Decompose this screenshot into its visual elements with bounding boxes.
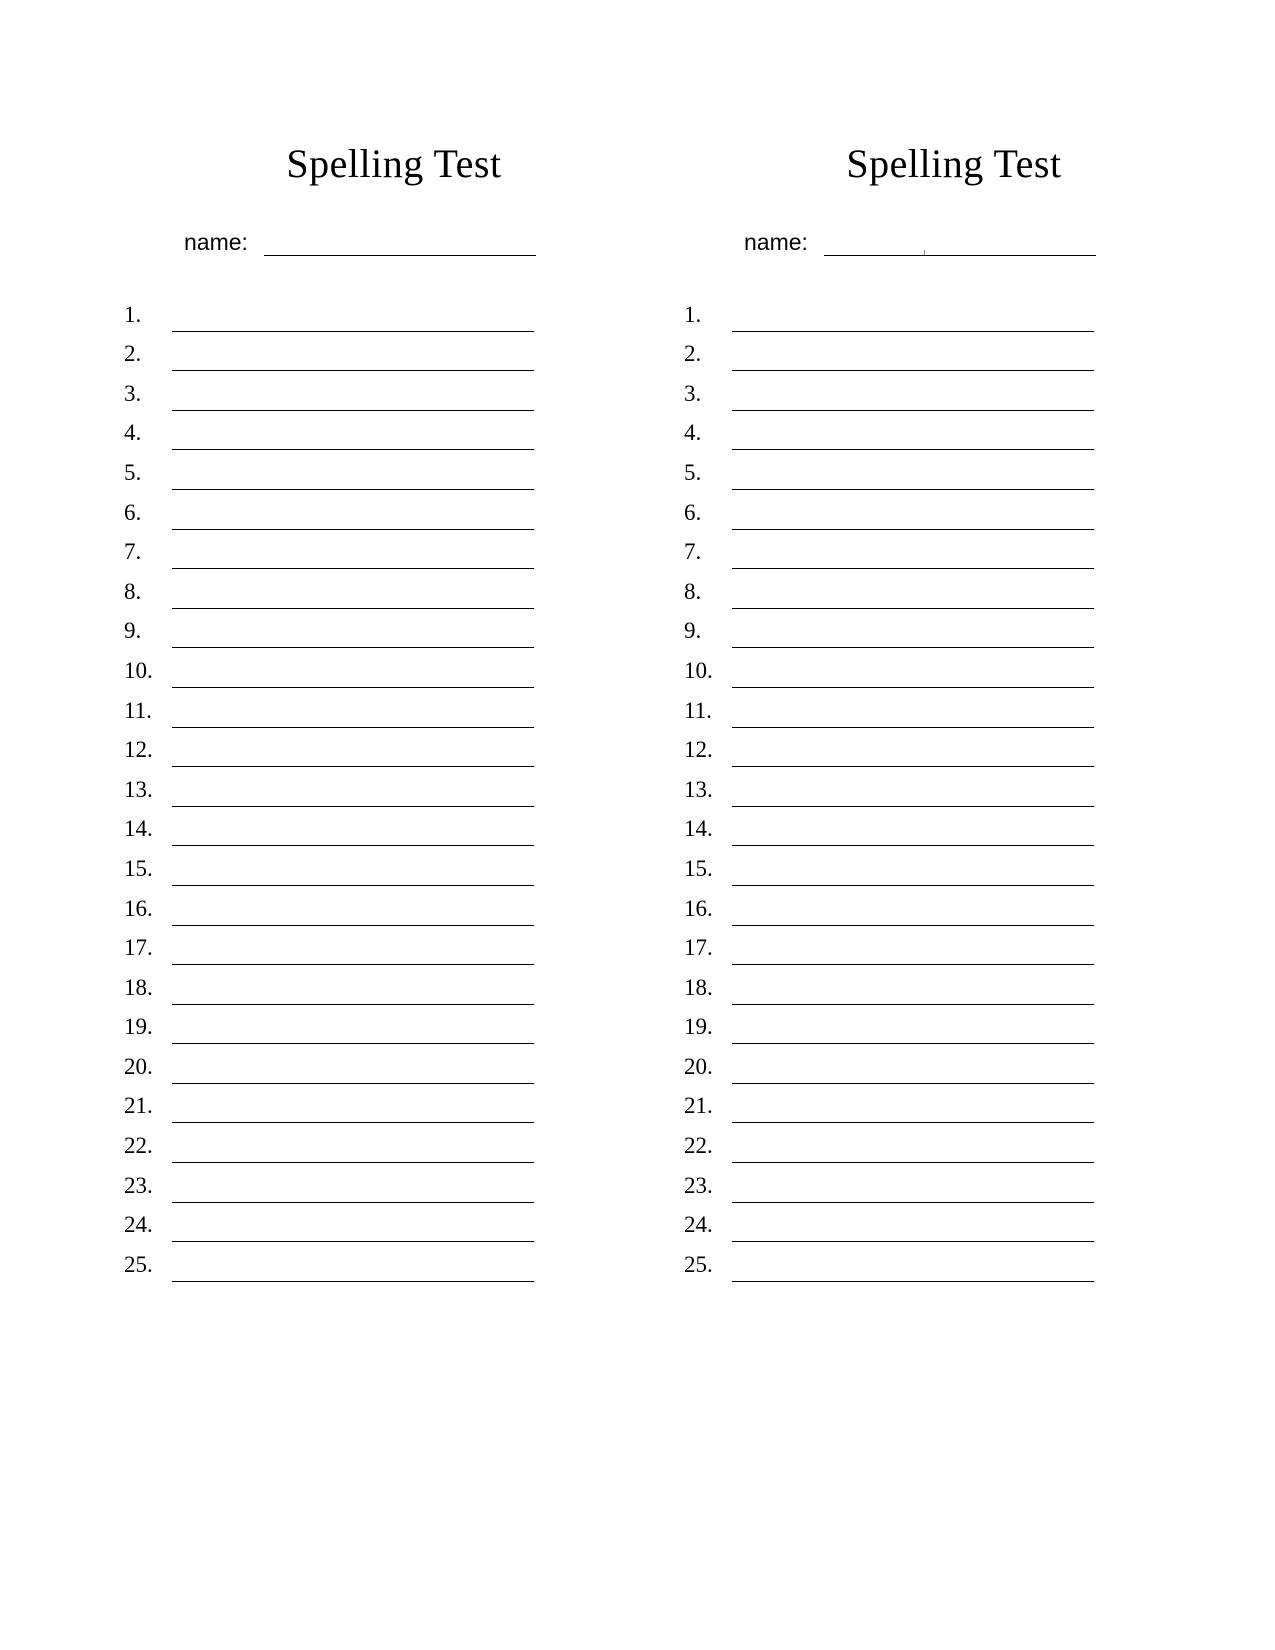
name-row-left xyxy=(110,231,670,256)
item-number: 13. xyxy=(684,776,713,802)
answer-list-left xyxy=(110,292,670,1282)
answer-blank[interactable] xyxy=(172,657,534,688)
answer-blank[interactable] xyxy=(732,815,1094,846)
list-item xyxy=(684,1203,1230,1243)
item-number: 17. xyxy=(124,935,153,961)
item-number: 21. xyxy=(124,1093,153,1119)
list-item xyxy=(124,1163,670,1203)
item-number: 6. xyxy=(684,499,702,525)
list-item xyxy=(684,926,1230,966)
item-number: 4. xyxy=(684,420,702,446)
list-item xyxy=(124,846,670,886)
list-item xyxy=(124,886,670,926)
answer-blank[interactable] xyxy=(172,1251,534,1282)
item-number: 20. xyxy=(684,1053,713,1079)
item-number: 22. xyxy=(684,1133,713,1159)
answer-blank[interactable] xyxy=(172,617,534,648)
item-number: 11. xyxy=(684,697,712,723)
item-number: 5. xyxy=(684,459,702,485)
item-number: 10. xyxy=(124,657,153,683)
item-number: 15. xyxy=(684,855,713,881)
item-number: 20. xyxy=(124,1053,153,1079)
item-number: 19. xyxy=(684,1014,713,1040)
answer-blank[interactable] xyxy=(732,776,1094,807)
answer-blank[interactable] xyxy=(732,1013,1094,1044)
list-item xyxy=(684,450,1230,490)
list-item xyxy=(684,1123,1230,1163)
item-number: 6. xyxy=(124,499,142,525)
list-item xyxy=(684,569,1230,609)
answer-blank[interactable] xyxy=(172,459,534,490)
worksheet-column-right xyxy=(670,0,1230,1650)
list-item xyxy=(124,648,670,688)
list-item xyxy=(684,292,1230,332)
list-item xyxy=(684,728,1230,768)
answer-blank[interactable] xyxy=(172,974,534,1005)
answer-blank[interactable] xyxy=(172,1211,534,1242)
list-item xyxy=(684,1044,1230,1084)
list-item xyxy=(124,965,670,1005)
item-number: 25. xyxy=(684,1251,713,1277)
item-number: 2. xyxy=(684,341,702,367)
list-item xyxy=(684,1084,1230,1124)
item-number: 3. xyxy=(124,380,142,406)
name-row-right xyxy=(670,231,1230,256)
list-item xyxy=(124,1123,670,1163)
item-number: 16. xyxy=(124,895,153,921)
list-item xyxy=(124,411,670,451)
item-number: 3. xyxy=(684,380,702,406)
answer-blank[interactable] xyxy=(732,1172,1094,1203)
answer-blank[interactable] xyxy=(172,340,534,371)
list-item xyxy=(124,332,670,372)
list-item xyxy=(684,886,1230,926)
answer-blank[interactable] xyxy=(732,301,1094,332)
list-item xyxy=(684,965,1230,1005)
list-item xyxy=(124,569,670,609)
list-item xyxy=(684,411,1230,451)
item-number: 16. xyxy=(684,895,713,921)
answer-blank[interactable] xyxy=(172,499,534,530)
list-item xyxy=(684,846,1230,886)
list-item xyxy=(124,807,670,847)
item-number: 13. xyxy=(124,776,153,802)
list-item xyxy=(124,688,670,728)
answer-blank[interactable] xyxy=(732,1211,1094,1242)
item-number: 10. xyxy=(684,657,713,683)
item-number: 8. xyxy=(684,578,702,604)
page-title-left: Spelling Test xyxy=(286,141,502,186)
answer-blank[interactable] xyxy=(732,736,1094,767)
item-number: 21. xyxy=(684,1093,713,1119)
list-item xyxy=(684,371,1230,411)
answer-list-right xyxy=(670,292,1230,1282)
list-item xyxy=(124,1044,670,1084)
list-item xyxy=(684,332,1230,372)
item-number: 18. xyxy=(684,974,713,1000)
list-item xyxy=(684,1005,1230,1045)
answer-blank[interactable] xyxy=(732,340,1094,371)
item-number: 12. xyxy=(124,737,153,763)
answer-blank[interactable] xyxy=(732,578,1094,609)
list-item xyxy=(124,767,670,807)
list-item xyxy=(124,292,670,332)
list-item xyxy=(684,688,1230,728)
answer-blank[interactable] xyxy=(732,1092,1094,1123)
item-number: 24. xyxy=(124,1212,153,1238)
item-number: 24. xyxy=(684,1212,713,1238)
answer-blank[interactable] xyxy=(732,855,1094,886)
name-label-right: name: xyxy=(744,229,808,255)
answer-blank[interactable] xyxy=(732,538,1094,569)
answer-blank[interactable] xyxy=(172,538,534,569)
list-item xyxy=(124,371,670,411)
answer-blank[interactable] xyxy=(732,1132,1094,1163)
item-number: 11. xyxy=(124,697,152,723)
answer-blank[interactable] xyxy=(172,1053,534,1084)
answer-blank[interactable] xyxy=(172,934,534,965)
list-item xyxy=(124,728,670,768)
name-label-left: name: xyxy=(184,229,248,255)
answer-blank[interactable] xyxy=(172,1013,534,1044)
item-number: 5. xyxy=(124,459,142,485)
list-item xyxy=(124,490,670,530)
item-number: 2. xyxy=(124,341,142,367)
answer-blank[interactable] xyxy=(172,815,534,846)
list-item xyxy=(684,767,1230,807)
answer-blank[interactable] xyxy=(172,419,534,450)
answer-blank[interactable] xyxy=(172,1092,534,1123)
answer-blank[interactable] xyxy=(732,657,1094,688)
list-item xyxy=(684,648,1230,688)
list-item xyxy=(124,530,670,570)
answer-blank[interactable] xyxy=(732,1251,1094,1282)
answer-blank[interactable] xyxy=(172,1132,534,1163)
page-title-right: Spelling Test xyxy=(846,141,1062,186)
list-item xyxy=(684,490,1230,530)
item-number: 7. xyxy=(124,539,142,565)
item-number: 14. xyxy=(124,816,153,842)
answer-blank[interactable] xyxy=(732,974,1094,1005)
answer-blank[interactable] xyxy=(172,301,534,332)
answer-blank[interactable] xyxy=(732,895,1094,926)
list-item xyxy=(684,1242,1230,1282)
answer-blank[interactable] xyxy=(732,419,1094,450)
item-number: 19. xyxy=(124,1014,153,1040)
item-number: 4. xyxy=(124,420,142,446)
item-number: 12. xyxy=(684,737,713,763)
answer-blank[interactable] xyxy=(172,855,534,886)
list-item xyxy=(124,450,670,490)
answer-blank[interactable] xyxy=(172,578,534,609)
answer-blank[interactable] xyxy=(732,934,1094,965)
answer-blank[interactable] xyxy=(732,380,1094,411)
list-item xyxy=(684,1163,1230,1203)
list-item xyxy=(684,807,1230,847)
list-item xyxy=(124,1084,670,1124)
item-number: 15. xyxy=(124,855,153,881)
list-item xyxy=(124,609,670,649)
item-number: 9. xyxy=(124,618,142,644)
answer-blank[interactable] xyxy=(732,1053,1094,1084)
item-number: 1. xyxy=(124,301,142,327)
name-input-right[interactable] xyxy=(824,233,1096,256)
name-input-left[interactable] xyxy=(264,233,536,256)
item-number: 25. xyxy=(124,1251,153,1277)
answer-blank[interactable] xyxy=(172,1172,534,1203)
answer-blank[interactable] xyxy=(732,459,1094,490)
item-number: 7. xyxy=(684,539,702,565)
answer-blank[interactable] xyxy=(732,697,1094,728)
list-item xyxy=(124,1203,670,1243)
worksheet-column-left xyxy=(110,0,670,1650)
item-number: 8. xyxy=(124,578,142,604)
list-item xyxy=(684,530,1230,570)
answer-blank[interactable] xyxy=(732,617,1094,648)
answer-blank[interactable] xyxy=(172,380,534,411)
answer-blank[interactable] xyxy=(172,895,534,926)
list-item xyxy=(124,1005,670,1045)
item-number: 18. xyxy=(124,974,153,1000)
list-item xyxy=(124,926,670,966)
item-number: 17. xyxy=(684,935,713,961)
answer-blank[interactable] xyxy=(172,736,534,767)
list-item xyxy=(684,609,1230,649)
answer-blank[interactable] xyxy=(732,499,1094,530)
list-item xyxy=(124,1242,670,1282)
item-number: 22. xyxy=(124,1133,153,1159)
answer-blank[interactable] xyxy=(172,776,534,807)
item-number: 9. xyxy=(684,618,702,644)
item-number: 14. xyxy=(684,816,713,842)
item-number: 1. xyxy=(684,301,702,327)
answer-blank[interactable] xyxy=(172,697,534,728)
item-number: 23. xyxy=(684,1172,713,1198)
item-number: 23. xyxy=(124,1172,153,1198)
